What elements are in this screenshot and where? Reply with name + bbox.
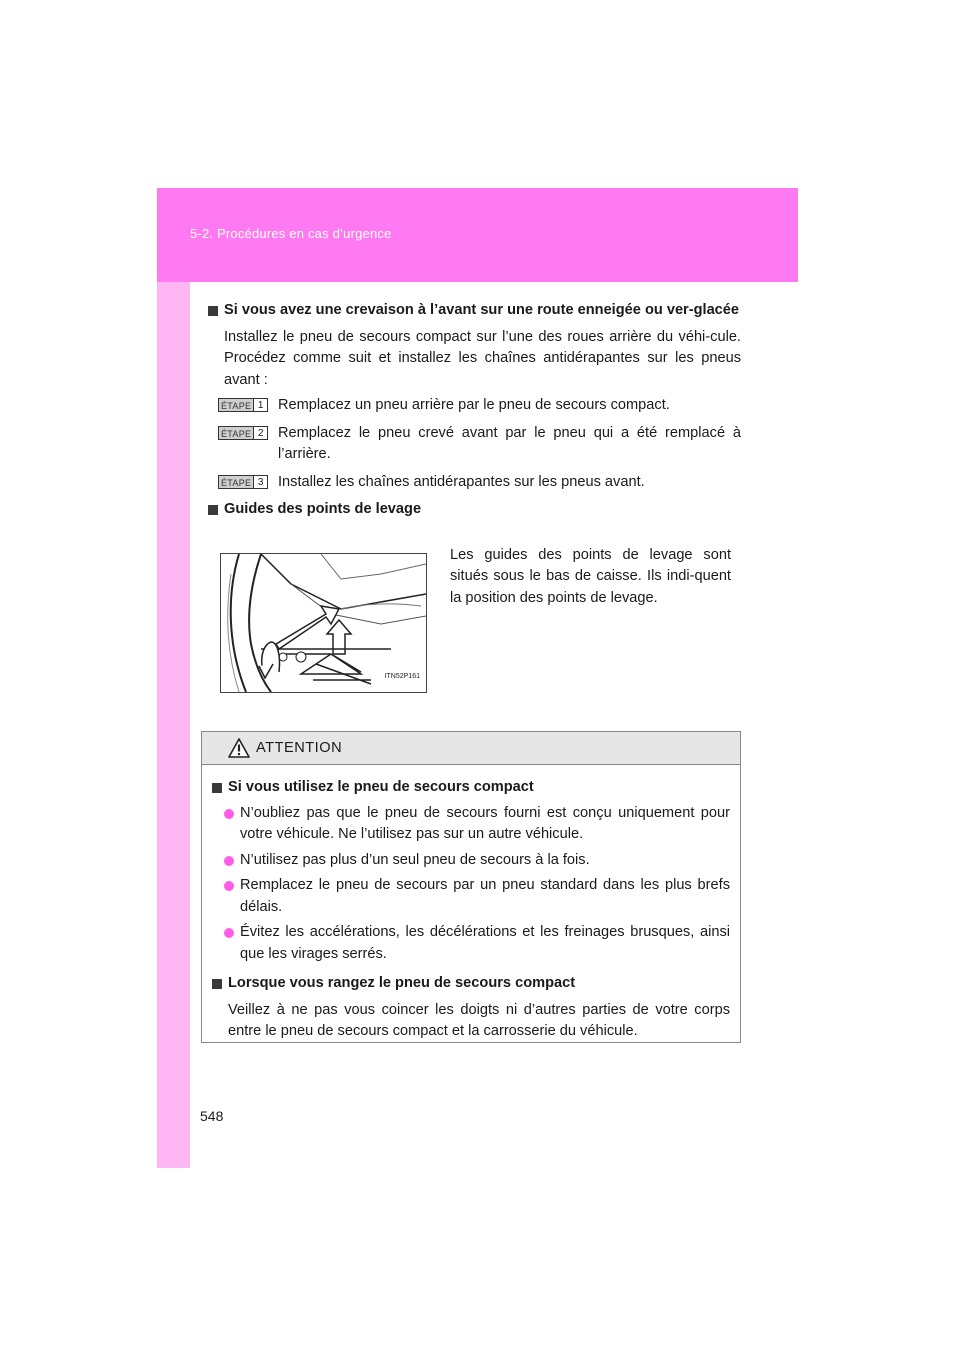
- step-item: ÉTAPE 1 Remplacez un pneu arrière par le pneu de secours compact.: [218, 395, 741, 417]
- warning-bullet: N’oubliez pas que le pneu de secours fourni est conçu uniquement pour votre véhicule. Ne l’utilisez pas sur un autre véhicule.: [224, 803, 730, 846]
- section-header: 5-2. Procédures en cas d’urgence: [190, 226, 392, 241]
- warning-body: [202, 765, 740, 1043]
- step-item: ÉTAPE 2 Remplacez le pneu crevé avant par le pneu qui a été remplacé à l’arrière.: [218, 423, 741, 466]
- round-bullet-icon: [224, 809, 234, 819]
- step-badge-icon: ÉTAPE 3: [218, 475, 268, 489]
- page-number: 548: [200, 1108, 224, 1124]
- warning-section-title: Si vous utilisez le pneu de secours compact: [212, 777, 730, 799]
- warning-triangle-icon: [228, 738, 250, 758]
- jack-illustration: [220, 553, 427, 693]
- snow-intro: Installez le pneu de secours compact sur l’une des roues arrière du véhi-cule. Procédez comme suit et installez les chaînes antidérapantes sur les pneus avant :: [224, 328, 741, 388]
- warning-bullet: Évitez les accélérations, les décélérations et les freinages brusques, ainsi que les virages serrés.: [224, 922, 730, 965]
- lift-section-title: Guides des points de levage: [208, 499, 741, 521]
- square-bullet-icon: [208, 505, 218, 515]
- warning-bullet: N’utilisez pas plus d’un seul pneu de secours à la fois.: [224, 850, 730, 872]
- round-bullet-icon: [224, 856, 234, 866]
- warning-section-title: Lorsque vous rangez le pneu de secours compact: [212, 973, 730, 995]
- snow-section-title: Si vous avez une crevaison à l’avant sur une route enneigée ou ver-glacée: [208, 300, 741, 322]
- main-content: [208, 300, 741, 680]
- round-bullet-icon: [224, 881, 234, 891]
- step-badge-icon: ÉTAPE 1: [218, 398, 268, 412]
- warning-box: [201, 731, 741, 1043]
- square-bullet-icon: [212, 979, 222, 989]
- step-badge-icon: ÉTAPE 2: [218, 426, 268, 440]
- lift-point-row: [208, 527, 741, 680]
- round-bullet-icon: [224, 928, 234, 938]
- warning-bullet: Remplacez le pneu de secours par un pneu standard dans les plus brefs délais.: [224, 875, 730, 918]
- square-bullet-icon: [212, 783, 222, 793]
- left-margin-strip: [157, 188, 190, 1168]
- step-list: [218, 395, 741, 493]
- image-code: ITN52P161: [384, 673, 420, 680]
- warning-title: ATTENTION: [256, 740, 343, 756]
- step-item: ÉTAPE 3 Installez les chaînes antidérapantes sur les pneus avant.: [218, 472, 741, 494]
- warning-header: [202, 732, 740, 765]
- warning-storage-text: Veillez à ne pas vous coincer les doigts ni d’autres parties de votre corps entre le pneu de secours compact et la carrosserie du véhicule.: [228, 1001, 730, 1039]
- square-bullet-icon: [208, 306, 218, 316]
- lift-description: Les guides des points de levage sont situés sous le bas de caisse. Ils indi-quent la position des points de levage.: [450, 546, 731, 606]
